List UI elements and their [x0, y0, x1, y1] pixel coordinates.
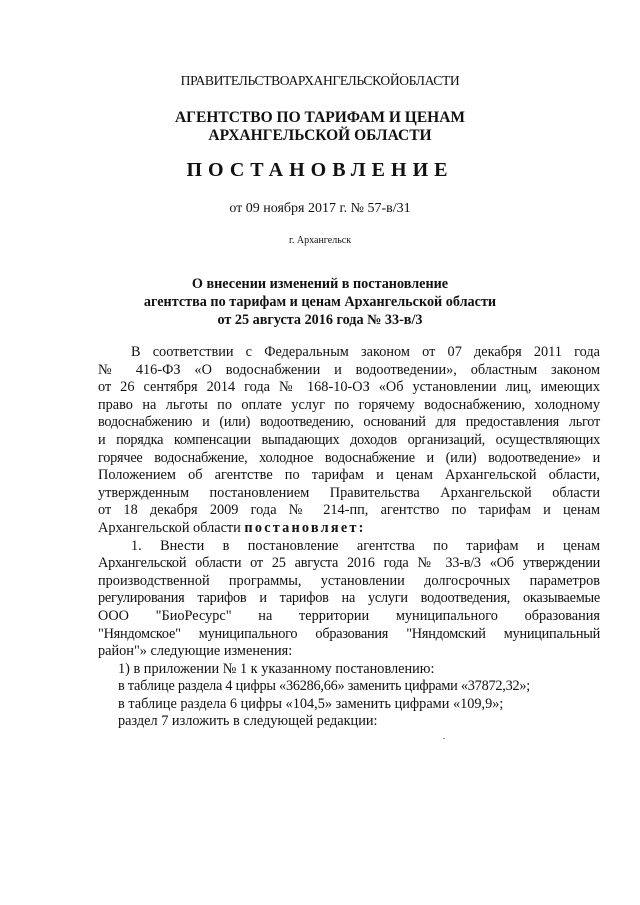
body-line: 1. Внести в постановление агентства по тарифам и ценам: [131, 537, 600, 554]
list-item: раздел 7 изложить в следующей редакции:: [118, 713, 378, 730]
list-item: в таблице раздела 6 цифры «104,5» заменить цифрами «109,9»;: [118, 695, 504, 712]
body-line: регулирования тарифов и тарифов на услуги водоотведения, оказываемые: [98, 590, 600, 607]
body-line: и порядка компенсации выпадающих доходов организаций, осуществляющих: [98, 431, 600, 448]
document-title-line2: агентства по тарифам и ценам Архангельской области: [143, 294, 497, 310]
government-header: ПРАВИТЕЛЬСТВОАРХАНГЕЛЬСКОЙОБЛАСТИ: [180, 73, 460, 88]
body-line: Архангельской области от 25 августа 2016 года № 33-в/3 «Об утверждении: [98, 555, 600, 572]
body-line: Положением об агентстве по тарифам и ценам Архангельской области,: [98, 467, 600, 484]
body-line: водоснабжению и (или) водоотведению, оснований для предоставления льгот: [98, 414, 600, 431]
document-title-line1: О внесении изменений в постановление: [191, 276, 449, 292]
body-line-text: Архангельской области: [98, 519, 241, 536]
date-number: от 09 ноября 2017 г. № 57-в/31: [229, 201, 411, 216]
resolution-word: постановляет:: [244, 519, 366, 536]
document-body: [98, 344, 600, 731]
document-type: ПОСТАНОВЛЕНИЕ: [186, 159, 454, 181]
body-line: от 26 сентября 2014 года № 168-10-ОЗ «Об установлении лиц, имеющих: [98, 379, 600, 396]
body-line: производственной программы, установлении долгосрочных параметров: [98, 572, 600, 589]
body-line: район"» следующие изменения:: [98, 643, 293, 660]
body-line: [98, 520, 600, 538]
list-item: в таблице раздела 4 цифры «36286,66» заменить цифрами «37872,32»;: [118, 678, 531, 695]
list-item: 1) в приложении № 1 к указанному постановлению:: [118, 660, 435, 677]
body-line: ООО "БиоРесурс" на территории муниципального образования: [98, 607, 600, 624]
agency-name-line2: АРХАНГЕЛЬСКОЙ ОБЛАСТИ: [208, 127, 432, 144]
body-line: "Няндомское" муниципального образования "Няндомский муниципальный: [98, 625, 600, 642]
agency-name-line1: АГЕНТСТВО ПО ТАРИФАМ И ЦЕНАМ: [174, 109, 466, 126]
body-line: № 416-ФЗ «О водоснабжении и водоотведении», областным законом: [98, 361, 600, 378]
body-line: горячее водоснабжение, холодное водоснабжение и (или) водоотведение» и: [98, 449, 600, 466]
city: г. Архангельск: [288, 235, 352, 246]
body-line: В соответствии с Федеральным законом от 07 декабря 2011 года: [131, 344, 600, 360]
document-title-line3: от 25 августа 2016 года № 33-в/3: [217, 312, 423, 328]
scan-speck: [443, 738, 445, 739]
body-line: утвержденным постановлением Правительства Архангельской области: [98, 484, 600, 501]
body-line: от 18 декабря 2009 года № 214-пп, агентство по тарифам и ценам: [98, 502, 600, 519]
body-line: право на льготы по оплате услуг по горячему водоснабжению, холодному: [98, 396, 600, 413]
